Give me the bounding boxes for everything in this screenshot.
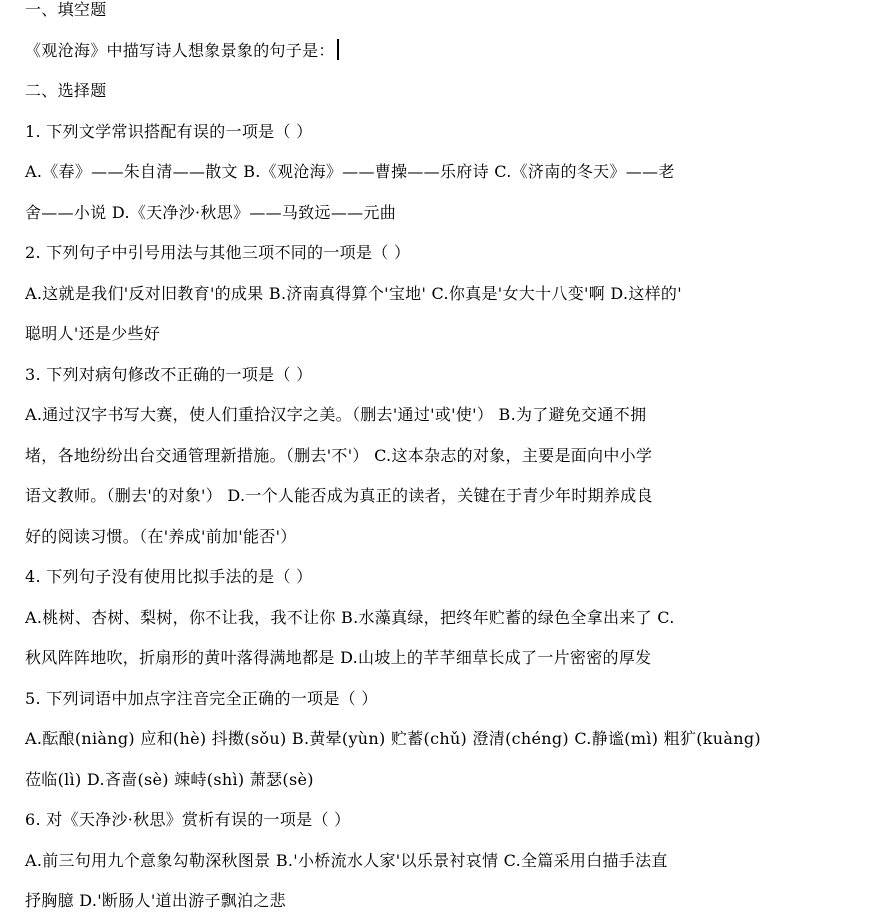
question-1-stem: 1. 下列文学常识搭配有误的一项是（ ） [25, 122, 313, 141]
fill-blank-question[interactable] [25, 39, 339, 63]
question-3-options-cont: 语文教师。（删去'的对象'） D.一个人能否成为真正的读者，关键在于青少年时期养成良 [25, 486, 653, 505]
question-1-options-cont: 舍——小说 D.《天净沙·秋思》——马致远——元曲 [25, 203, 397, 222]
question-3-options: A.通过汉字书写大赛，使人们重拾汉字之美。（删去'通过'或'使'） B.为了避免交通不拥 [25, 405, 647, 424]
section-heading-choice: 二、选择题 [25, 81, 107, 100]
question-6-options-cont: 抒胸臆 D.'断肠人'道出游子飘泊之悲 [25, 891, 286, 910]
question-6-options: A.前三句用九个意象勾勒深秋图景 B.'小桥流水人家'以乐景衬哀情 C.全篇采用白描手法直 [25, 851, 668, 870]
question-5-stem: 5. 下列词语中加点字注音完全正确的一项是（ ） [25, 689, 378, 708]
question-2-options: A.这就是我们'反对旧教育'的成果 B.济南真得算个'宝地' C.你真是'女大十八变'啊 D.这样的' [25, 284, 682, 303]
fill-blank-question-text: 《观沧海》中描写诗人想象景象的句子是： [25, 41, 335, 60]
question-3-options-cont: 堵，各地纷纷出台交通管理新措施。（删去'不'） C.这本杂志的对象，主要是面向中小学 [25, 446, 653, 465]
question-4-options-cont: 秋风阵阵地吹，折扇形的黄叶落得满地都是 D.山坡上的芊芊细草长成了一片密密的厚发 [25, 648, 652, 667]
question-4-stem: 4. 下列句子没有使用比拟手法的是（ ） [25, 567, 313, 586]
question-6-stem: 6. 对《天净沙·秋思》赏析有误的一项是（ ） [25, 810, 351, 829]
question-4-options: A.桃树、杏树、梨树，你不让我，我不让你 B.水藻真绿，把终年贮蓄的绿色全拿出来了 C. [25, 608, 675, 627]
question-3-stem: 3. 下列对病句修改不正确的一项是（ ） [25, 365, 313, 384]
question-2-options-cont: 聪明人'还是少些好 [25, 324, 161, 343]
question-2-stem: 2. 下列句子中引号用法与其他三项不同的一项是（ ） [25, 243, 411, 262]
question-5-options: A.酝酿(niàng) 应和(hè) 抖擞(sǒu) B.黄晕(yùn) 贮蓄(chǔ) 澄清(chéng) C.静谧(mì) 粗犷(kuàng) [25, 729, 761, 748]
text-cursor [337, 39, 339, 60]
question-3-options-cont: 好的阅读习惯。（在'养成'前加'能否'） [25, 527, 297, 546]
section-heading-fill-blank: 一、填空题 [25, 0, 107, 19]
question-5-options-cont: 莅临(lì) D.吝啬(sè) 竦峙(shì) 萧瑟(sè) [25, 770, 314, 789]
question-1-options: A.《春》——朱自清——散文 B.《观沧海》——曹操——乐府诗 C.《济南的冬天》——老 [25, 162, 675, 181]
